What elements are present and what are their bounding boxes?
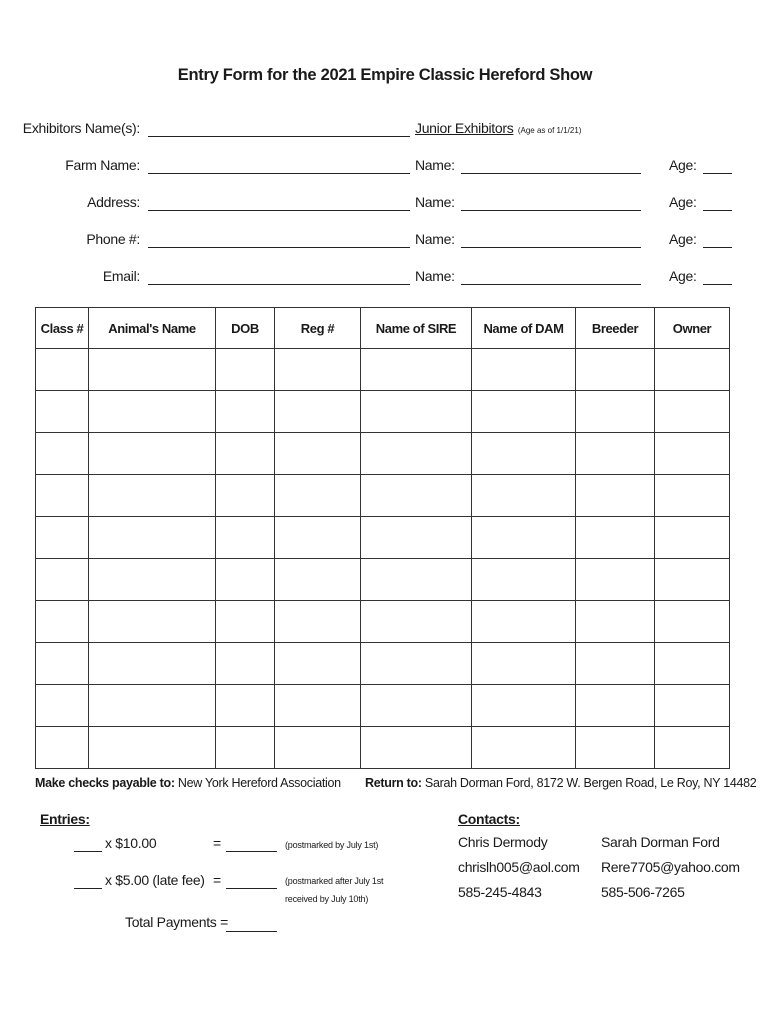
entries-fee-2: x $5.00 (late fee) <box>105 872 205 888</box>
table-cell[interactable] <box>275 517 361 559</box>
table-cell[interactable] <box>472 559 576 601</box>
col-dob-header: DOB <box>216 308 275 349</box>
table-cell[interactable] <box>275 391 361 433</box>
junior-age-note: (Age as of 1/1/21) <box>517 126 582 135</box>
junior-name-label-4: Name: <box>415 268 455 284</box>
junior-name-field-4[interactable] <box>461 284 641 285</box>
table-cell[interactable] <box>361 349 472 391</box>
col-reg-header: Reg # <box>275 308 361 349</box>
table-cell[interactable] <box>655 475 730 517</box>
table-cell[interactable] <box>472 727 576 769</box>
table-cell[interactable] <box>576 433 655 475</box>
table-cell[interactable] <box>655 727 730 769</box>
phone-label: Phone #: <box>86 231 140 247</box>
junior-name-field-2[interactable] <box>461 210 641 211</box>
table-cell[interactable] <box>655 601 730 643</box>
col-dam-header: Name of DAM <box>472 308 576 349</box>
table-cell[interactable] <box>36 601 89 643</box>
entries-note-1: (postmarked by July 1st) <box>285 840 379 850</box>
junior-age-label-4: Age: <box>669 268 697 284</box>
junior-heading-text: Junior Exhibitors <box>415 120 514 136</box>
table-cell[interactable] <box>655 517 730 559</box>
table-cell[interactable] <box>216 475 275 517</box>
col-class-header: Class # <box>36 308 89 349</box>
table-cell[interactable] <box>89 601 216 643</box>
farm-name-field[interactable] <box>148 173 410 174</box>
junior-age-label-3: Age: <box>669 231 697 247</box>
entries-fee-1: x $10.00 <box>105 835 157 851</box>
table-cell[interactable] <box>216 727 275 769</box>
table-row <box>36 391 730 433</box>
table-cell[interactable] <box>275 559 361 601</box>
table-cell[interactable] <box>361 727 472 769</box>
table-cell[interactable] <box>36 433 89 475</box>
entries-heading: Entries: <box>40 811 90 827</box>
checks-payable-value: New York Hereford Association <box>177 776 341 790</box>
table-row <box>36 475 730 517</box>
contact-1-name: Chris Dermody <box>458 834 548 850</box>
return-to-line <box>365 776 756 790</box>
contact-2-phone: 585-506-7265 <box>601 884 685 900</box>
table-row <box>36 643 730 685</box>
col-animal-name-header: Animal's Name <box>89 308 216 349</box>
table-row <box>36 601 730 643</box>
table-cell[interactable] <box>361 475 472 517</box>
table-cell[interactable] <box>472 601 576 643</box>
email-field[interactable] <box>148 284 410 285</box>
entries-amount-field-2[interactable] <box>226 888 277 889</box>
table-cell[interactable] <box>576 349 655 391</box>
table-cell[interactable] <box>275 475 361 517</box>
address-label: Address: <box>87 194 140 210</box>
junior-age-label-1: Age: <box>669 157 697 173</box>
table-row <box>36 727 730 769</box>
table-cell[interactable] <box>576 643 655 685</box>
table-cell[interactable] <box>361 559 472 601</box>
table-cell[interactable] <box>89 517 216 559</box>
table-cell[interactable] <box>216 559 275 601</box>
entries-table <box>35 307 730 769</box>
contacts-heading: Contacts: <box>458 811 520 827</box>
junior-age-field-1[interactable] <box>703 173 732 174</box>
table-cell[interactable] <box>89 727 216 769</box>
table-cell[interactable] <box>89 685 216 727</box>
table-cell[interactable] <box>36 517 89 559</box>
table-cell[interactable] <box>89 433 216 475</box>
table-row <box>36 559 730 601</box>
junior-name-field-1[interactable] <box>461 173 641 174</box>
col-breeder-header: Breeder <box>576 308 655 349</box>
farm-name-label: Farm Name: <box>65 157 140 173</box>
table-row <box>36 685 730 727</box>
return-to-label: Return to: <box>365 776 422 790</box>
table-cell[interactable] <box>216 433 275 475</box>
junior-name-label-3: Name: <box>415 231 455 247</box>
total-payments-field[interactable] <box>226 931 277 932</box>
table-cell[interactable] <box>36 643 89 685</box>
table-cell[interactable] <box>576 727 655 769</box>
table-cell[interactable] <box>472 349 576 391</box>
junior-age-field-4[interactable] <box>703 284 732 285</box>
checks-payable-label: Make checks payable to: <box>35 776 175 790</box>
table-cell[interactable] <box>275 643 361 685</box>
table-row <box>36 433 730 475</box>
table-cell[interactable] <box>89 475 216 517</box>
table-cell[interactable] <box>472 643 576 685</box>
contact-2-email[interactable]: Rere7705@yahoo.com <box>601 859 740 875</box>
table-cell[interactable] <box>361 643 472 685</box>
total-payments-label: Total Payments = <box>125 914 228 930</box>
table-cell[interactable] <box>216 349 275 391</box>
table-cell[interactable] <box>655 391 730 433</box>
junior-age-label-2: Age: <box>669 194 697 210</box>
table-cell[interactable] <box>576 601 655 643</box>
exhibitors-name-field[interactable] <box>148 136 410 137</box>
exhibitors-name-label: Exhibitors Name(s): <box>22 120 140 136</box>
table-cell[interactable] <box>472 517 576 559</box>
phone-field[interactable] <box>148 247 410 248</box>
table-cell[interactable] <box>89 559 216 601</box>
table-cell[interactable] <box>361 433 472 475</box>
junior-age-field-2[interactable] <box>703 210 732 211</box>
table-cell[interactable] <box>472 433 576 475</box>
email-label: Email: <box>102 268 140 284</box>
return-to-value: Sarah Dorman Ford, 8172 W. Bergen Road, Le Roy, NY 14482 <box>424 776 757 790</box>
page-title: Entry Form for the 2021 Empire Classic Hereford Show <box>177 66 593 84</box>
table-cell[interactable] <box>275 349 361 391</box>
contact-2-name: Sarah Dorman Ford <box>601 834 720 850</box>
table-cell[interactable] <box>89 349 216 391</box>
table-cell[interactable] <box>655 685 730 727</box>
table-cell[interactable] <box>655 433 730 475</box>
entries-count-field-1[interactable] <box>74 851 102 852</box>
table-cell[interactable] <box>89 391 216 433</box>
checks-payable-line <box>35 776 341 790</box>
entries-equals-1: = <box>213 835 221 851</box>
entries-note-2a: (postmarked after July 1st <box>285 876 384 886</box>
table-cell[interactable] <box>36 727 89 769</box>
table-cell[interactable] <box>216 643 275 685</box>
table-cell[interactable] <box>655 643 730 685</box>
table-cell[interactable] <box>576 559 655 601</box>
junior-name-field-3[interactable] <box>461 247 641 248</box>
entries-note-2b: received by July 10th) <box>285 894 369 904</box>
table-cell[interactable] <box>216 685 275 727</box>
table-cell[interactable] <box>36 391 89 433</box>
table-cell[interactable] <box>361 685 472 727</box>
table-row <box>36 517 730 559</box>
table-cell[interactable] <box>275 601 361 643</box>
contact-1-email[interactable]: chrislh005@aol.com <box>458 859 580 875</box>
table-cell[interactable] <box>472 685 576 727</box>
table-cell[interactable] <box>361 517 472 559</box>
junior-name-label-2: Name: <box>415 194 455 210</box>
table-cell[interactable] <box>275 727 361 769</box>
table-cell[interactable] <box>576 685 655 727</box>
table-cell[interactable] <box>216 601 275 643</box>
entries-equals-2: = <box>213 872 221 888</box>
contact-1-phone: 585-245-4843 <box>458 884 542 900</box>
table-cell[interactable] <box>36 475 89 517</box>
table-cell[interactable] <box>655 349 730 391</box>
table-cell[interactable] <box>275 433 361 475</box>
junior-exhibitors-heading <box>415 120 581 138</box>
junior-age-field-3[interactable] <box>703 247 732 248</box>
table-cell[interactable] <box>472 475 576 517</box>
table-cell[interactable] <box>89 643 216 685</box>
table-cell[interactable] <box>36 559 89 601</box>
table-cell[interactable] <box>216 391 275 433</box>
table-cell[interactable] <box>576 475 655 517</box>
table-cell[interactable] <box>36 349 89 391</box>
entries-amount-field-1[interactable] <box>226 851 277 852</box>
table-cell[interactable] <box>275 685 361 727</box>
junior-name-label-1: Name: <box>415 157 455 173</box>
col-owner-header: Owner <box>655 308 730 349</box>
table-cell[interactable] <box>36 685 89 727</box>
table-cell[interactable] <box>576 391 655 433</box>
table-cell[interactable] <box>361 391 472 433</box>
entries-count-field-2[interactable] <box>74 888 102 889</box>
table-cell[interactable] <box>472 391 576 433</box>
table-cell[interactable] <box>655 559 730 601</box>
table-cell[interactable] <box>216 517 275 559</box>
table-row <box>36 349 730 391</box>
table-cell[interactable] <box>576 517 655 559</box>
table-header-row <box>36 308 730 349</box>
address-field[interactable] <box>148 210 410 211</box>
col-sire-header: Name of SIRE <box>361 308 472 349</box>
table-cell[interactable] <box>361 601 472 643</box>
